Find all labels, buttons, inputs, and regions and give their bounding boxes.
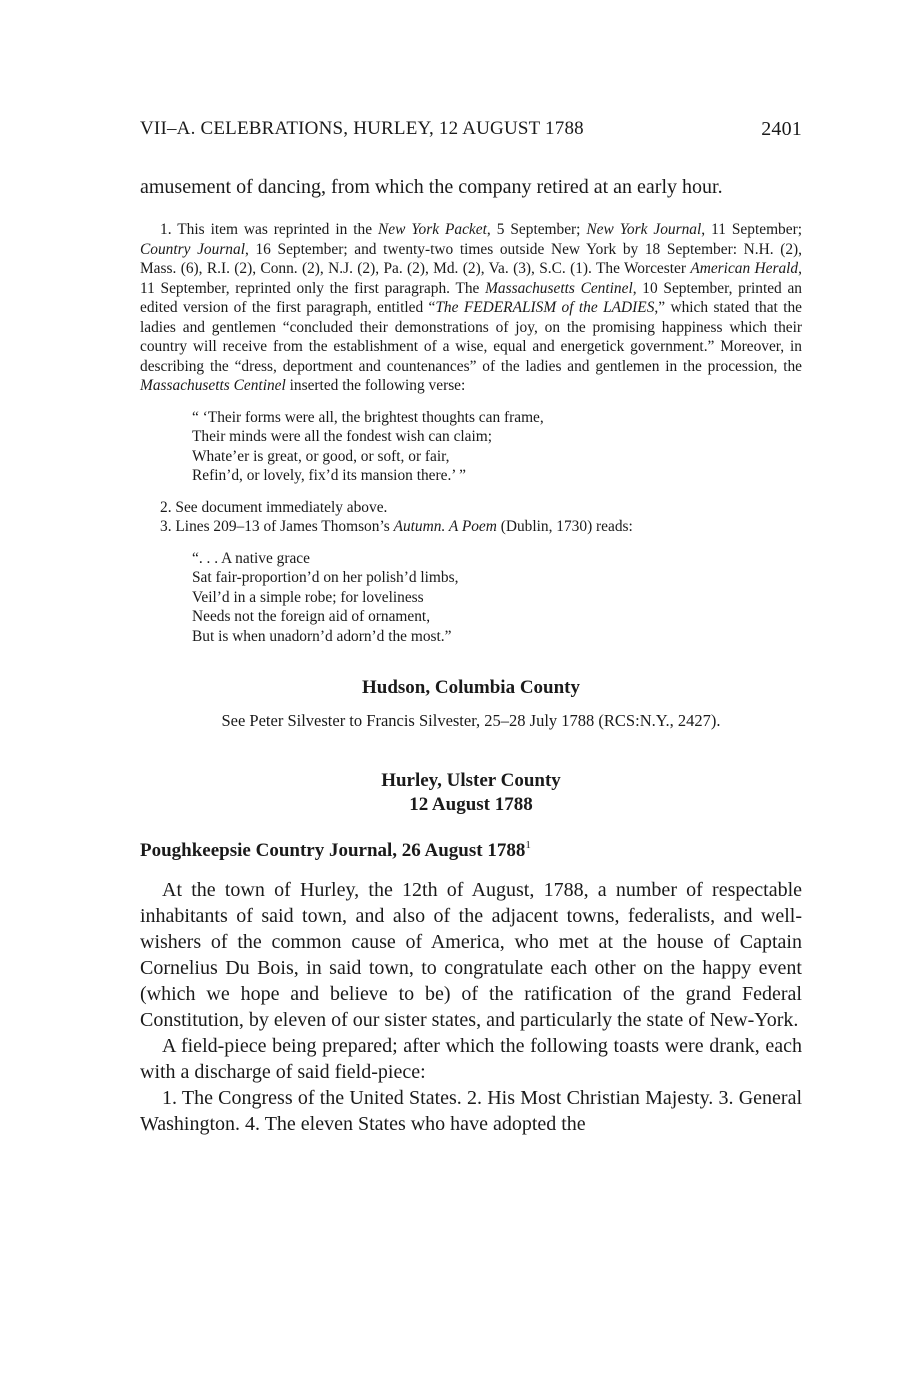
page-number: 2401 — [761, 118, 802, 140]
verse-line: “ ‘Their forms were all, the brightest thoughts can frame, — [192, 408, 544, 426]
verse-line: “. . . A native grace — [192, 549, 310, 567]
footnotes — [140, 220, 802, 646]
document-page — [140, 118, 802, 1137]
footnote-2: 2. See document immediately above. — [160, 498, 388, 516]
continuation-paragraph: amusement of dancing, from which the company retired at an early hour. — [140, 176, 723, 198]
article-body — [140, 877, 802, 1137]
hurley-date: 12 August 1788 — [409, 794, 533, 815]
document-title: Poughkeepsie Country Journal, 26 August 1788$^1$ — [140, 839, 531, 861]
verse-line: Sat fair-proportion’d on her polish’d limbs, — [192, 569, 459, 586]
footnote-1-verse — [192, 408, 802, 486]
footnote-3: 3. Lines 209–13 of James Thomson’s Autumn. A Poem (Dublin, 1730) reads: — [160, 518, 633, 535]
hurley-heading: Hurley, Ulster County — [381, 770, 561, 791]
hudson-heading: Hudson, Columbia County — [361, 677, 581, 698]
verse-line: Whate’er is great, or good, or soft, or fair, — [192, 447, 450, 465]
article-paragraph: At the town of Hurley, the 12th of August, 1788, a number of respectable inhabitants of said town, and also of the adjacent towns, federalists, and well-wishers of the common cause of America, who met at the house of Captain Cornelius Du Bois, in said town, to congratulate each other on the happy event (which we hope and believe to be) of the ratification of the grand Federal Constitution, by eleven of our sister states, and particularly the state of New-York. — [140, 879, 802, 1031]
hudson-cross-reference: See Peter Silvester to Francis Silvester, 25–28 July 1788 (RCS:N.Y., 2427). — [221, 711, 721, 730]
verse-line: Veil’d in a simple robe; for loveliness — [192, 588, 424, 606]
verse-line: Their minds were all the fondest wish can claim; — [192, 428, 493, 445]
article-paragraph: 1. The Congress of the United States. 2. His Most Christian Majesty. 3. General Washington. 4. The eleven States who have adopted the — [140, 1087, 802, 1135]
verse-line: Needs not the foreign aid of ornament, — [192, 608, 431, 625]
footnote-3-verse — [192, 549, 802, 647]
footnote-ref: 1 — [525, 839, 531, 851]
article-paragraph: A field-piece being prepared; after which the following toasts were drank, each with a discharge of said field-piece: — [140, 1035, 802, 1083]
verse-line: Refin’d, or lovely, fix’d its mansion there.’ ” — [192, 467, 466, 484]
running-head — [140, 118, 802, 152]
running-head-title: VII–A. CELEBRATIONS, HURLEY, 12 AUGUST 1788 — [140, 118, 584, 139]
footnote-1: 1. This item was reprinted in the New York Packet, 5 September; New York Journal, 11 September; Country Journal, 16 September; and twenty-two times outside New York by 18 September: N.H. (2), Mass. (6), R.I. (2), Conn. (2), N.J. (2), Pa. (2), Md. (2), Va. (3), S.C. (1). The Worcester American Herald, 11 September, reprinted only the first paragraph. The Massachusetts Centinel, 10 September, printed an edited version of the first paragraph, entitled “The FEDERALISM of the LADIES,” which stated that the ladies and gentlemen “concluded their demonstrations of joy, on the promising happiness which their country will receive from the establishment of a wise, equal and energetick government.” Moreover, in describing the “dress, deportment and countenances” of the ladies and gentlemen in the procession, the Massachusetts Centinel inserted the following verse: — [140, 221, 802, 394]
verse-line: But is when unadorn’d adorn’d the most.” — [192, 627, 452, 645]
